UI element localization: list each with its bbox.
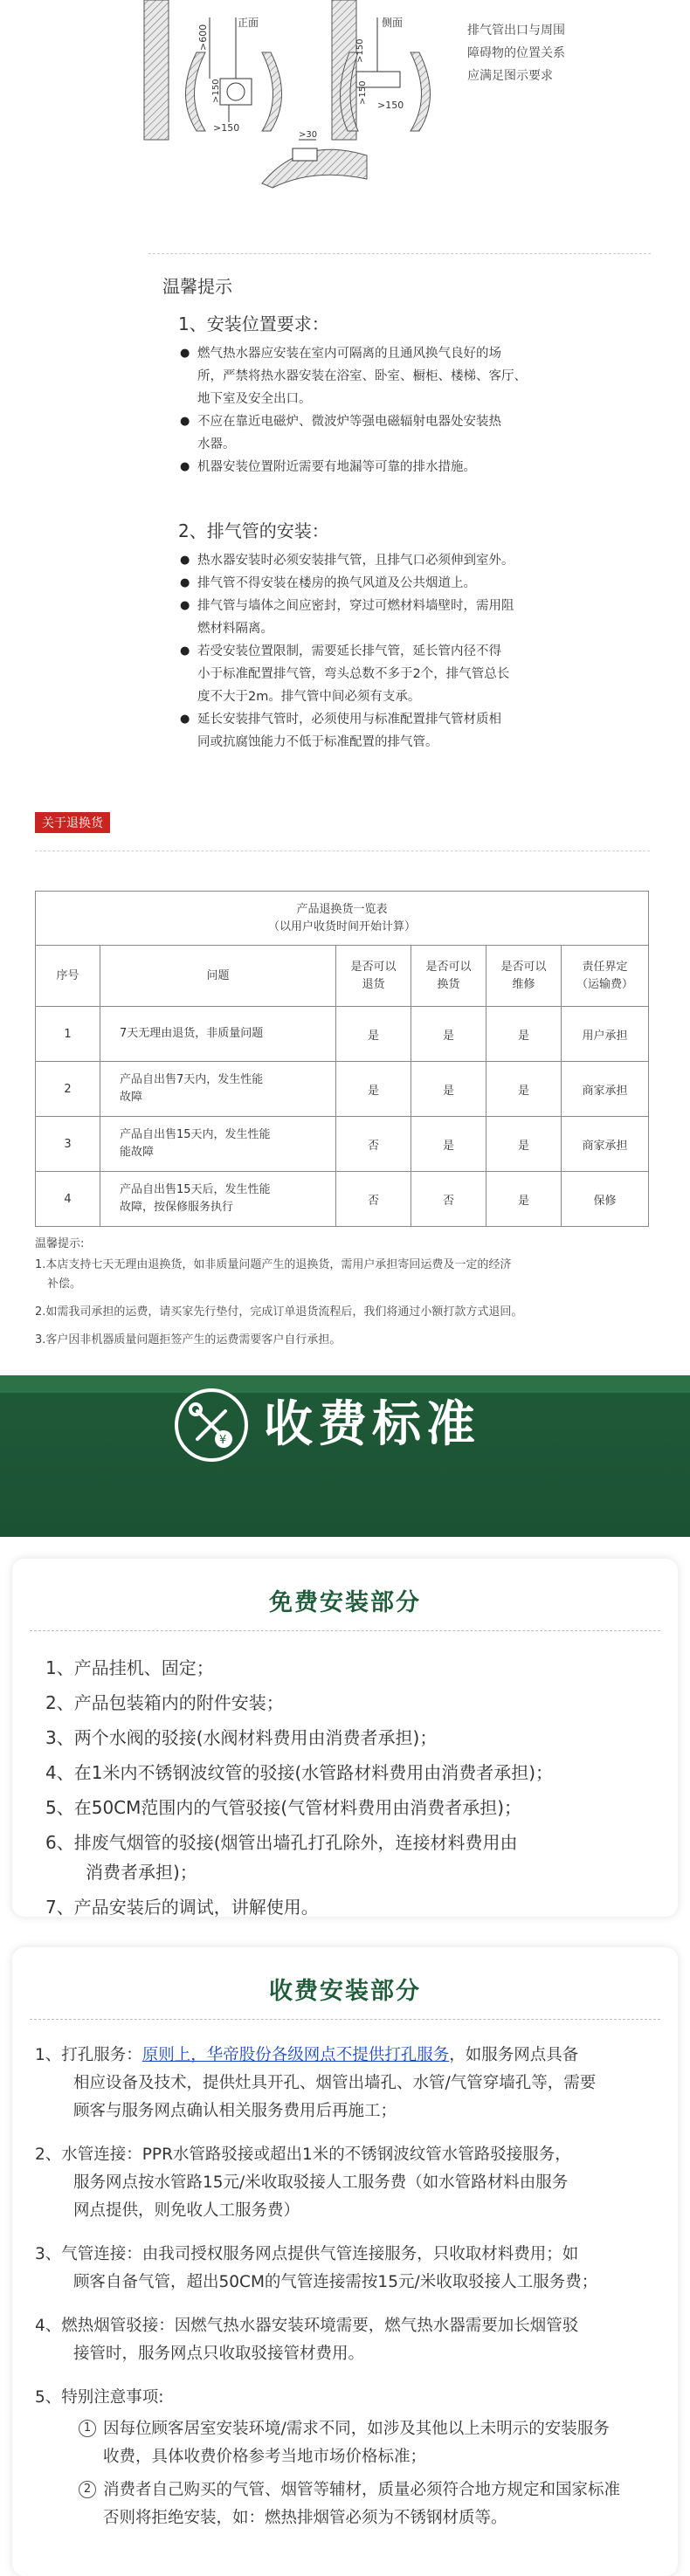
cell-repair: 是	[486, 1117, 562, 1172]
cell-party: 商家承担	[562, 1062, 649, 1117]
dim-front-top: >600	[197, 24, 209, 51]
bullet-item	[178, 640, 632, 708]
dim-side-bottom: >150	[377, 100, 404, 111]
bullet-line: ● 不应在靠近电磁炉、微波炉等强电磁辐射电器处安装热	[197, 415, 501, 429]
notes-title: 温馨提示:	[35, 1237, 85, 1250]
diagram-note-line: 障碍物的位置关系	[467, 46, 565, 60]
cell-exchange: 是	[411, 1062, 486, 1117]
table-header-row	[36, 946, 649, 1007]
returns-tag: 关于退换货	[35, 812, 110, 833]
install-location-title: 1、安装位置要求：	[178, 313, 329, 334]
note-item: 3.客户因非机器质量问题拒签产生的运费需要客户自行承担。	[35, 1333, 342, 1347]
highlight-text: 原则上，华帝股份各级网点不提供打孔服务	[141, 2046, 450, 2064]
col-header: 序号	[36, 946, 100, 1007]
cell-exchange: 是	[411, 1117, 486, 1172]
cell-party: 用户承担	[562, 1007, 649, 1062]
list-item: 3、气管连接：由我司授权服务网点提供气管连接服务，只收取材料费用；如 顾客自备气管，超出50CM的气管连接需按15元/米收取驳接人工服务费；	[35, 2245, 598, 2291]
bullet-line: ● 若受安装位置限制，需要延长排气管，延长管内径不得	[197, 644, 501, 658]
list-item: 6、排废气烟管的驳接(烟管出墙孔打孔除外，连接材料费用由 消费者承担)；	[45, 1832, 518, 1883]
circled-number: 1	[79, 2420, 96, 2437]
dim-side-mid: >150	[358, 80, 368, 105]
bullet-line: 度不大于2m。排气管中间必须有支承。	[197, 690, 421, 704]
table-row	[36, 1062, 649, 1117]
table-caption	[36, 892, 649, 946]
bullet-line: 所，严禁将热水器安装在浴室、卧室、橱柜、楼梯、客厅、	[197, 369, 527, 383]
bullet-line: ● 机器安装位置附近需要有地漏等可靠的排水措施。	[197, 460, 476, 474]
cell-no: 3	[36, 1117, 100, 1172]
banner-title: 收费标准	[264, 1396, 480, 1453]
cell-party: 商家承担	[562, 1117, 649, 1172]
bullet-line: 同或抗腐蚀能力不低于标准配置的排气管。	[197, 735, 438, 749]
bullet-item	[178, 549, 632, 572]
list-item: 2、产品包装箱内的附件安装；	[45, 1692, 284, 1713]
cell-refund: 是	[336, 1007, 411, 1062]
table-row	[36, 1117, 649, 1172]
cell-repair: 是	[486, 1062, 562, 1117]
circled-number: 2	[79, 2481, 96, 2498]
bullet-line: 地下室及安全出口。	[197, 392, 312, 406]
bullet-item	[178, 410, 632, 456]
bullet-item	[178, 572, 632, 595]
bullet-item	[178, 708, 632, 754]
cell-no: 2	[36, 1062, 100, 1117]
diagram-note	[467, 19, 642, 87]
paid-install-list	[35, 2042, 664, 2532]
table-caption-line: （以用户收货时间开始计算）	[267, 920, 416, 933]
bullet-line: ● 排气管与墙体之间应密封，穿过可燃材料墙壁时，需用阻	[197, 599, 514, 613]
tips-title: 温馨提示	[162, 276, 232, 297]
col-header: 是否可以 换货	[411, 946, 486, 1007]
install-location-section	[178, 310, 632, 479]
paid-install-title: 收费安装部分	[269, 1978, 421, 2005]
dim-front-left: >150	[211, 79, 221, 103]
cell-issue: 7天无理由退货，非质量问题	[100, 1007, 336, 1062]
cell-no: 1	[36, 1007, 100, 1062]
table-row	[36, 1172, 649, 1227]
col-header: 责任界定 （运输费）	[562, 946, 649, 1007]
bullet-item	[178, 342, 632, 410]
cell-exchange: 否	[411, 1172, 486, 1227]
list-item: 1、产品挂机、固定；	[45, 1657, 214, 1678]
exhaust-title: 2、排气管的安装：	[178, 520, 329, 541]
cell-repair: 是	[486, 1172, 562, 1227]
cell-exchange: 是	[411, 1007, 486, 1062]
col-header: 是否可以 维修	[486, 946, 562, 1007]
exhaust-section	[178, 517, 632, 754]
bullet-line: ● 热水器安装时必须安装排气管，且排气口必须伸到室外。	[197, 554, 514, 568]
list-item: 5、在50CM范围内的气管驳接(气管材料费用由消费者承担)；	[45, 1797, 521, 1818]
list-item: 7、产品安装后的调试，讲解使用。	[45, 1897, 319, 1918]
bullet-line: ● 燃气热水器应安装在室内可隔离的且通风换气良好的场	[197, 347, 501, 361]
list-item: 3、两个水阀的驳接(水阀材料费用由消费者承担)；	[45, 1727, 438, 1748]
divider	[148, 253, 651, 254]
paid-install-card	[12, 1947, 678, 2576]
list-item: 4、燃热烟管驳接：因燃气热水器安装环境需要，燃气热水器需要加长烟管驳 接管时，服务网点只收取驳接管材费用。	[35, 2317, 579, 2363]
col-header: 问题	[100, 946, 336, 1007]
table-caption-line: 产品退换货一览表	[296, 902, 388, 916]
diagram-note-line: 应满足图示要求	[467, 69, 553, 83]
free-install-list	[45, 1653, 657, 1927]
free-install-card	[12, 1559, 678, 1917]
cell-refund: 否	[336, 1172, 411, 1227]
front-wall	[144, 0, 169, 140]
list-item: 5、特别注意事项:	[35, 2388, 164, 2407]
col-header: 是否可以 退货	[336, 946, 411, 1007]
list-item: 2、水管连接：PPR水管路驳接或超出1米的不锈钢波纹管水管路驳接服务， 服务网点按水管路15元/米收取驳接人工服务费（如水管路材料由服务 网点提供，则免收人工服务费）	[35, 2146, 571, 2220]
cell-refund: 是	[336, 1062, 411, 1117]
svg-text:正面: 正面	[238, 17, 259, 29]
returns-table	[35, 891, 649, 1227]
bullet-line: ● 排气管不得安装在楼房的换气风道及公共烟道上。	[197, 576, 476, 590]
cell-issue: 产品自出售15天内，发生性能 能故障	[100, 1117, 336, 1172]
list-item: 1、打孔服务：原则上，华帝股份各级网点不提供打孔服务，如服务网点具备 相应设备及技术，提供灶具开孔、烟管出墙孔、水管/气管穿墙孔等，需要 顾客与服务网点确认相关服务费用后再施工；	[35, 2046, 597, 2120]
dim-bottom: >30	[299, 130, 318, 140]
wrench-screwdriver-coin-icon	[175, 1388, 248, 1462]
cell-party: 保修	[562, 1172, 649, 1227]
exhaust-clearance-diagram	[0, 0, 690, 253]
dim-side-top: >150	[355, 38, 365, 63]
bullet-item	[178, 595, 632, 640]
note-item: 1.本店支持七天无理由退换货，如非质量问题产生的退换货，需用户承担寄回运费及一定的经济 补偿。	[35, 1258, 512, 1291]
sub-item: 1 因每位顾客居室安装环境/需求不同，如涉及其他以上未明示的安装服务 收费，具体收费价格参考当地市场价格标准；	[35, 2415, 664, 2471]
free-install-title: 免费安装部分	[269, 1589, 421, 1616]
note-item: 2.如需我司承担的运费，请买家先行垫付，完成订单退货流程后，我们将通过小额打款方式退回。	[35, 1305, 523, 1319]
svg-text:¥: ¥	[219, 1434, 227, 1447]
cell-no: 4	[36, 1172, 100, 1227]
svg-text:侧面: 侧面	[382, 17, 404, 29]
table-row	[36, 1007, 649, 1062]
bullet-line: 水器。	[197, 437, 236, 451]
diagram-note-line: 排气管出口与周围	[467, 24, 565, 38]
bullet-line: 燃材料隔离。	[197, 622, 273, 636]
cell-issue: 产品自出售15天后，发生性能 故障，按保修服务执行	[100, 1172, 336, 1227]
divider	[30, 2019, 660, 2020]
sub-item: 2 消费者自己购买的气管、烟管等辅材，质量必须符合地方规定和国家标准 否则将拒绝安装，如：燃热排烟管必须为不锈钢材质等。	[35, 2476, 664, 2532]
dim-front-bottom: >150	[213, 122, 240, 134]
list-item: 4、在1米内不锈钢波纹管的驳接(水管路材料费用由消费者承担)；	[45, 1762, 554, 1783]
cell-refund: 否	[336, 1117, 411, 1172]
returns-notes	[35, 1234, 664, 1359]
bullet-line: 小于标准配置排气管，弯头总数不多于2个，排气管总长	[197, 667, 510, 681]
cell-issue: 产品自出售7天内，发生性能 故障	[100, 1062, 336, 1117]
bullet-item	[178, 456, 632, 479]
cell-repair: 是	[486, 1007, 562, 1062]
bullet-line: ● 延长安装排气管时，必须使用与标准配置排气管材质相	[197, 713, 501, 727]
divider	[30, 1630, 660, 1631]
